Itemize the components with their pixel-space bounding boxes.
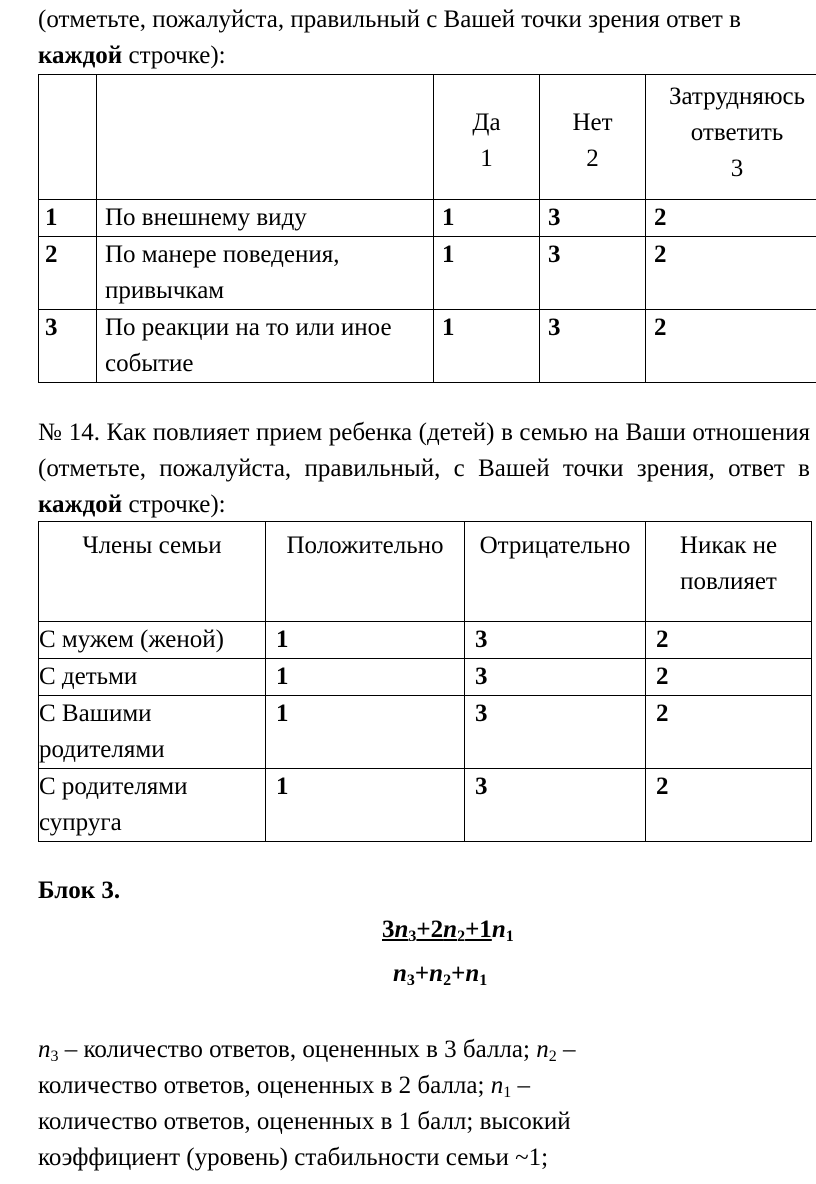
score-no: 3: [540, 200, 646, 237]
block-3-title: Блок 3.: [38, 877, 121, 904]
row-number: 3: [39, 310, 97, 383]
score-no-effect: 2: [646, 659, 812, 696]
score-positive: 1: [266, 769, 465, 842]
score-yes: 1: [434, 200, 540, 237]
table2-header-row: [39, 522, 812, 622]
table1-header-unsure: Затрудняюсь ответить 3: [646, 75, 816, 200]
table-row: [39, 696, 812, 769]
question-14-text-end: строчке):: [122, 491, 226, 518]
intro-bold-word: каждой: [38, 42, 123, 69]
table-family-members: [38, 521, 812, 842]
score-no-effect: 2: [646, 769, 812, 842]
score-unsure: 2: [646, 310, 816, 383]
score-positive: 1: [266, 659, 465, 696]
table1-header-empty-num: [39, 75, 97, 200]
score-no: 3: [540, 237, 646, 310]
score-negative: 3: [465, 659, 646, 696]
table1-header-no: Нет 2: [540, 75, 646, 200]
header-family-members: Члены семьи: [39, 522, 266, 622]
question-14: [38, 415, 810, 523]
row-number: 2: [39, 237, 97, 310]
family-member: С детьми: [39, 659, 266, 696]
formula-legend: $n_3$ – количество ответов, оцененных в 3 балла; $n_2$ – количество ответов, оцененных в 2 балла; $n_1$ – количество ответов, оцененных в 1 балл; высокий коэффициент (уровень) стабильности семьи ~1;: [38, 1036, 576, 1171]
score-yes: 1: [434, 237, 540, 310]
score-unsure: 2: [646, 237, 816, 310]
score-no-effect: 2: [646, 622, 812, 659]
score-unsure: 2: [646, 200, 816, 237]
intro-line2: строчке):: [122, 42, 226, 69]
score-negative: 3: [465, 622, 646, 659]
table1-header-yes: Да 1: [434, 75, 540, 200]
intro-paragraph: [38, 2, 816, 74]
question-14-text: № 14. Как повлияет прием ребенка (детей) в семью на Ваши отношения (отметьте, пожалуйста, правильный, с Вашей точки зрения, ответ в: [38, 419, 810, 482]
table-row: [39, 237, 816, 310]
family-member: С мужем (женой): [39, 622, 266, 659]
table1-header-empty-text: [97, 75, 434, 200]
score-positive: 1: [266, 696, 465, 769]
table-row: [39, 310, 816, 383]
intro-line1: (отметьте, пожалуйста, правильный с Вашей точки зрения ответ в: [38, 6, 741, 33]
row-criterion: По внешнему виду: [97, 200, 434, 237]
row-number: 1: [39, 200, 97, 237]
question-14-bold-word: каждой: [38, 491, 123, 518]
family-member: С Вашими родителями: [39, 696, 266, 769]
score-no: 3: [540, 310, 646, 383]
header-positive: Положительно: [266, 522, 465, 622]
score-yes: 1: [434, 310, 540, 383]
header-no-effect: Никак не повлияет: [646, 522, 812, 622]
header-negative: Отрицательно: [465, 522, 646, 622]
score-positive: 1: [266, 622, 465, 659]
table1-header-row: [39, 75, 816, 200]
table-row: [39, 659, 812, 696]
table-appearance: [38, 74, 816, 383]
table-row: [39, 200, 816, 237]
score-no-effect: 2: [646, 696, 812, 769]
formula-denominator: $n_3+n_2+n_1$: [393, 960, 488, 989]
row-criterion: По реакции на то или иное событие: [97, 310, 434, 383]
score-negative: 3: [465, 696, 646, 769]
family-member: С родителями супруга: [39, 769, 266, 842]
table-row: [39, 622, 812, 659]
table-row: [39, 769, 812, 842]
formula-numerator: $3n_3+2n_2+1n_1$: [382, 916, 514, 945]
score-negative: 3: [465, 769, 646, 842]
row-criterion: По манере поведения, привычкам: [97, 237, 434, 310]
